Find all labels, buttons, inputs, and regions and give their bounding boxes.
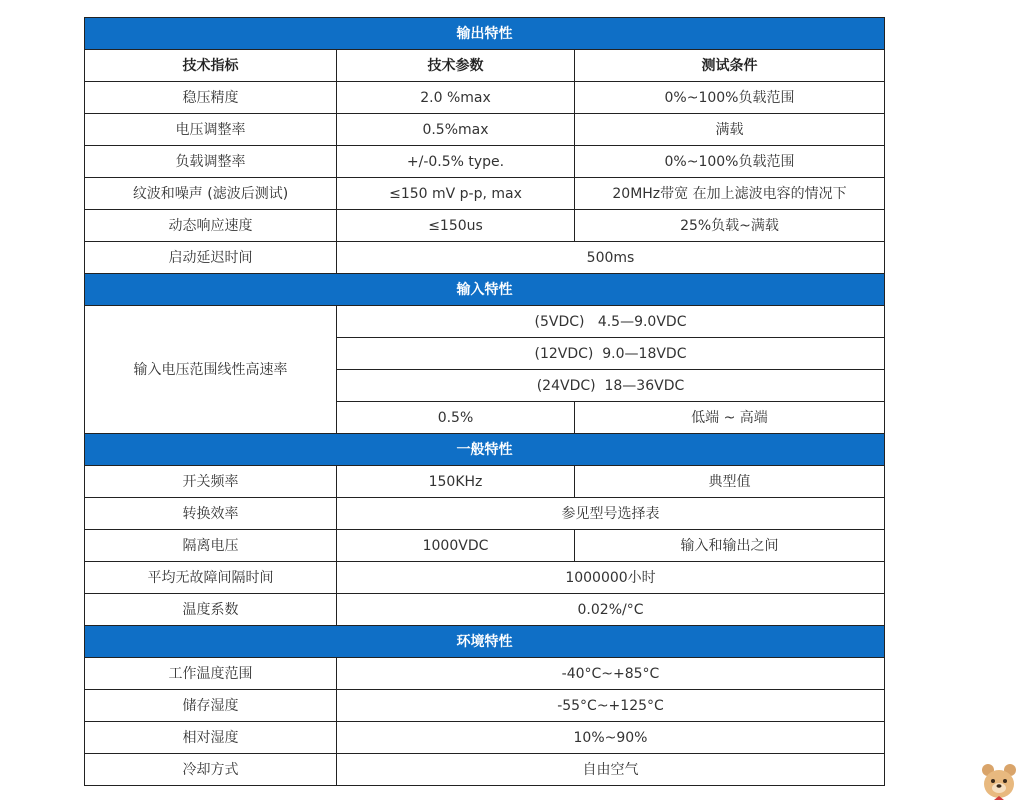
row-name: 隔离电压 bbox=[85, 530, 337, 562]
table-row bbox=[85, 466, 885, 498]
row-name: 纹波和噪声 (滤波后测试) bbox=[85, 178, 337, 210]
row-name: 工作温度范围 bbox=[85, 658, 337, 690]
table-row bbox=[85, 530, 885, 562]
row-name: 温度系数 bbox=[85, 594, 337, 626]
row-name: 开关频率 bbox=[85, 466, 337, 498]
row-name: 动态响应速度 bbox=[85, 210, 337, 242]
row-condition: 典型值 bbox=[575, 466, 885, 498]
row-value: 0.02%/°C bbox=[337, 594, 885, 626]
row-value: 自由空气 bbox=[337, 754, 885, 786]
row-condition: 低端 ~ 高端 bbox=[575, 402, 885, 434]
table-row bbox=[85, 690, 885, 722]
row-value: 2.0 %max bbox=[337, 82, 575, 114]
table-row bbox=[85, 306, 885, 338]
row-condition: 20MHz带宽 在加上滤波电容的情况下 bbox=[575, 178, 885, 210]
input-range: (12VDC) 9.0—18VDC bbox=[337, 338, 885, 370]
table-row bbox=[85, 658, 885, 690]
row-value: +/-0.5% type. bbox=[337, 146, 575, 178]
row-value: -40°C~+85°C bbox=[337, 658, 885, 690]
table-row bbox=[85, 178, 885, 210]
row-value: ≤150 mV p-p, max bbox=[337, 178, 575, 210]
row-condition: 输入和输出之间 bbox=[575, 530, 885, 562]
row-value: 500ms bbox=[337, 242, 885, 274]
input-range: (5VDC) 4.5—9.0VDC bbox=[337, 306, 885, 338]
row-value: -55°C~+125°C bbox=[337, 690, 885, 722]
table-row bbox=[85, 594, 885, 626]
row-name: 负载调整率 bbox=[85, 146, 337, 178]
bear-mascot-icon bbox=[974, 756, 1024, 806]
row-name: 电压调整率 bbox=[85, 114, 337, 146]
table-row bbox=[85, 82, 885, 114]
section-header-environment bbox=[85, 626, 885, 658]
column-header-parameter: 技术参数 bbox=[337, 50, 575, 82]
row-name: 平均无故障间隔时间 bbox=[85, 562, 337, 594]
column-header-indicator: 技术指标 bbox=[85, 50, 337, 82]
row-value: 0.5% bbox=[337, 402, 575, 434]
section-header-output bbox=[85, 18, 885, 50]
table-row bbox=[85, 210, 885, 242]
column-header-condition: 测试条件 bbox=[575, 50, 885, 82]
row-condition: 满载 bbox=[575, 114, 885, 146]
row-name: 储存湿度 bbox=[85, 690, 337, 722]
row-name: 冷却方式 bbox=[85, 754, 337, 786]
row-name: 启动延迟时间 bbox=[85, 242, 337, 274]
row-name: 相对湿度 bbox=[85, 722, 337, 754]
row-name: 转换效率 bbox=[85, 498, 337, 530]
row-value: 10%~90% bbox=[337, 722, 885, 754]
row-condition: 0%~100%负载范围 bbox=[575, 82, 885, 114]
row-value: 参见型号选择表 bbox=[337, 498, 885, 530]
row-name: 稳压精度 bbox=[85, 82, 337, 114]
section-header-general bbox=[85, 434, 885, 466]
section-title: 输出特性 bbox=[85, 18, 885, 50]
section-title: 环境特性 bbox=[85, 626, 885, 658]
row-value: 150KHz bbox=[337, 466, 575, 498]
row-value: ≤150us bbox=[337, 210, 575, 242]
row-value: 1000000小时 bbox=[337, 562, 885, 594]
section-header-input bbox=[85, 274, 885, 306]
row-condition: 0%~100%负载范围 bbox=[575, 146, 885, 178]
table-row bbox=[85, 146, 885, 178]
row-name: 输入电压范围线性高速率 bbox=[85, 306, 337, 434]
table-row bbox=[85, 242, 885, 274]
table-row bbox=[85, 722, 885, 754]
section-title: 一般特性 bbox=[85, 434, 885, 466]
table-row bbox=[85, 754, 885, 786]
row-value: 0.5%max bbox=[337, 114, 575, 146]
section-title: 输入特性 bbox=[85, 274, 885, 306]
table-row bbox=[85, 562, 885, 594]
table-row bbox=[85, 114, 885, 146]
spec-table bbox=[84, 17, 885, 786]
row-condition: 25%负载~满载 bbox=[575, 210, 885, 242]
row-value: 1000VDC bbox=[337, 530, 575, 562]
column-header-row bbox=[85, 50, 885, 82]
input-range: (24VDC) 18—36VDC bbox=[337, 370, 885, 402]
table-row bbox=[85, 498, 885, 530]
